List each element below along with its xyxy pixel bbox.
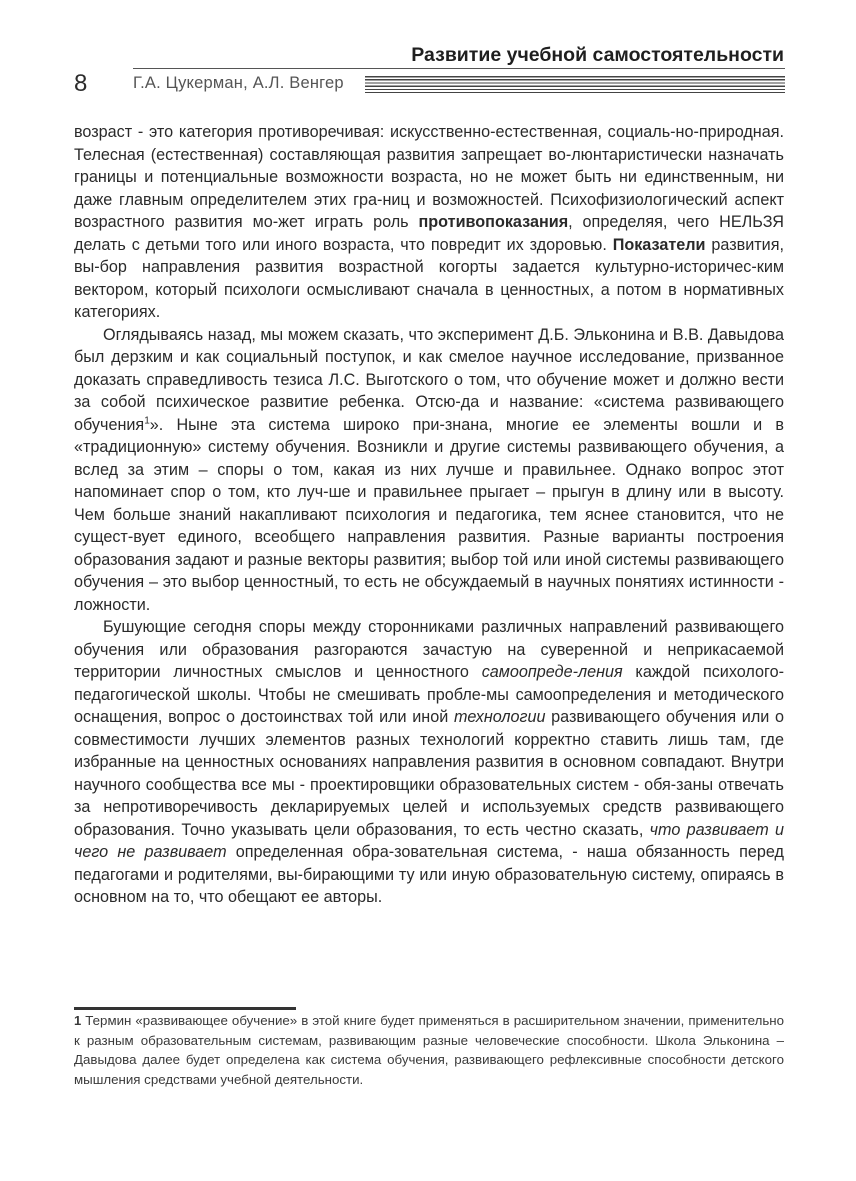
footnote-text: Термин «развивающее обучение» в этой книге будет применяться в расширительном значении, применительно к разным образовательным системам, развивающим разные человеческие способности. Школа Эльконина – Давыдова далее будет определена как система обучения, развивающего рефлексивные способности детского мышления средствами учебной деятельности.	[74, 1013, 784, 1087]
text-run: Оглядываясь назад, мы можем сказать, что эксперимент Д.Б. Эльконина и В.В. Давыдова был дерзким и как социальный поступок, и как смелое научное исследование, призванное доказать справедливость тезиса Л.С. Выготского о том, что обучение может и должно вести за собой психическое развитие ребенка. Отсю-да и название: «система развивающего обучения	[74, 325, 784, 434]
page-number: 8	[74, 70, 88, 97]
paragraph	[74, 121, 784, 324]
footnote	[74, 1011, 784, 1089]
text-run: Бушующие сегодня споры между сторонниками различных направлений развивающего обучения или образования разгораются зачастую на суверенной и неприкасаемой территории личностных смыслов и ценностного	[74, 618, 784, 681]
italic-term: что развивает и чего не развивает	[74, 820, 784, 861]
header-title: Развитие учебной самостоятельности	[411, 44, 784, 66]
body-text	[74, 121, 784, 909]
italic-term: самоопреде-ления	[481, 663, 623, 681]
text-run: каждой психолого-педагогической школы. Чтобы не смешивать пробле-мы самоопределения и методического оснащения, вопрос о достоинствах той или иной	[74, 663, 784, 726]
text-run: определенная обра-зовательная система, - наша обязанность перед педагогами и родителями, вы-бирающими ту или иную образовательную систему, опираясь в основном на то, что обещают ее авторы.	[74, 843, 784, 906]
paragraph	[74, 616, 784, 909]
header-authors: Г.А. Цукерман, А.Л. Венгер	[133, 74, 344, 92]
text-run: развивающего обучения или о совместимости лучших элементов разных технологий корректно ставить лишь там, где избранные на ценностных основаниях направления развития в основном совпадают. Внутри научного сообщества все мы - проектировщики образовательных систем - обя-заны отвечать за непротиворечивость декларируемых целей и используемых средств развивающего образования. Точно указывать цели образования, то есть честно сказать,	[74, 708, 785, 839]
bold-term: Показатели	[612, 235, 706, 254]
footnote-mark: 1	[74, 1013, 82, 1028]
header-decorative-lines	[365, 76, 785, 93]
header-rule	[133, 68, 785, 69]
bold-term: противопоказания	[418, 213, 569, 231]
paragraph	[74, 324, 784, 617]
text-run: развития, вы-бор направления развития возрастной когорты задается культурно-историчес-ким вектором, который психологи осмысливают сначала в ценностных, а потом в нормативных категориях.	[74, 235, 784, 321]
italic-term: технологии	[453, 708, 546, 726]
footnote-rule	[74, 1007, 296, 1010]
footnote-ref: 1	[144, 415, 150, 427]
text-run: возраст - это категория противоречивая: искусственно-естественная, социаль-но-природная. Телесная (естественная) составляющая развития запрещает во-люнтаристически назначать границы и потенциальные возможности возраста, но не может быть ни единственным, ни даже главным определителем этих гра-ниц и возможностей. Психофизиологический аспект возрастного развития мо-жет играть роль	[74, 123, 784, 231]
text-run: ». Ныне эта система широко при-знана, многие ее элементы вошли и в «традиционную» систему обучения. Возникли и другие системы развивающего обучения, а вслед за этим – споры о том, какая из них лучше и правильнее. Однако вопрос этот напоминает спор о том, кто луч-ше и правильнее прыгает – прыгун в длину или в высоту. Чем больше знаний накапливают психология и педагогика, тем яснее становится, что не сущест-вует единого, всеобщего направления развития. Разные варианты построения образования задают и разные векторы развития; выбор той или иной системы развивающего обучения – это выбор ценностный, то есть не обсуждаемый в научных понятиях истинности - ложности.	[74, 415, 784, 614]
text-run: , определяя, чего НЕЛЬЗЯ делать с детьми того или иного возраста, что повредит их здоровью.	[74, 213, 784, 254]
